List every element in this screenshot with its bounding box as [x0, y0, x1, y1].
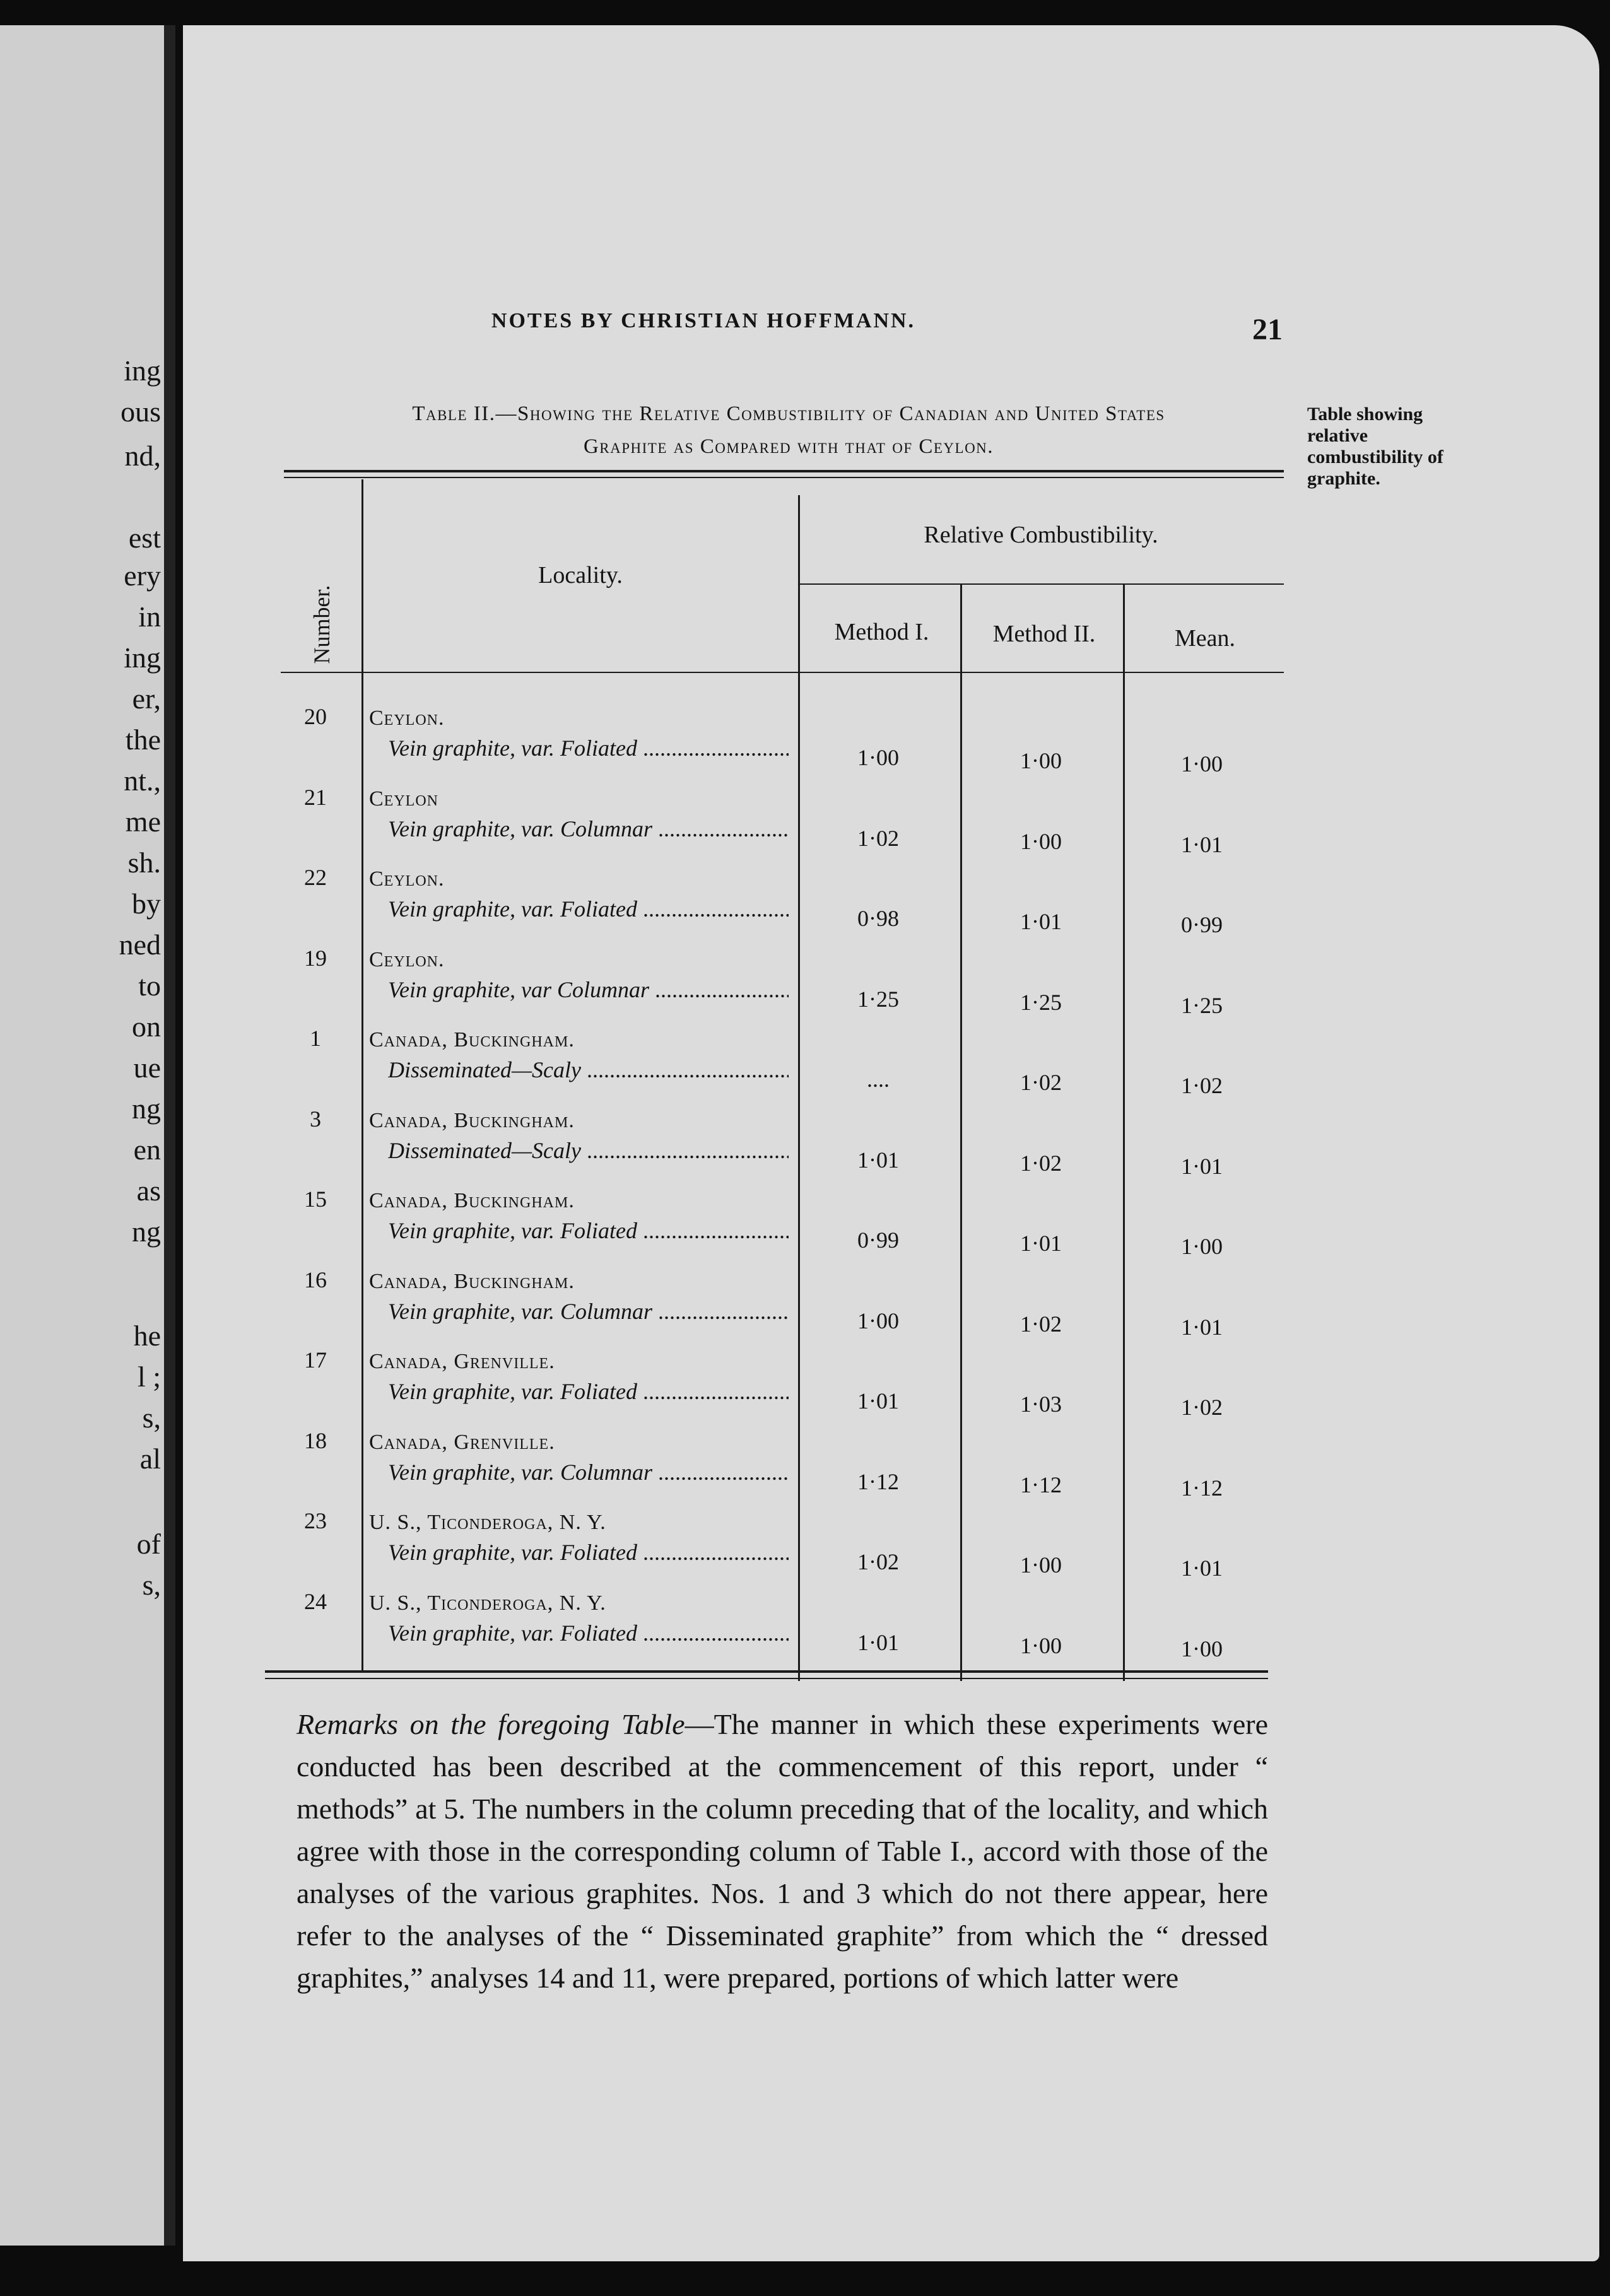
- remarks-paragraph: [297, 1703, 1268, 1999]
- header-mean: Mean.: [1174, 625, 1236, 652]
- row-locality: Ceylon: [369, 787, 438, 811]
- cell-method-2: 1·02: [1020, 1150, 1062, 1176]
- cell-method-1: 1·12: [857, 1468, 899, 1494]
- cell-method-1: 1·00: [857, 1308, 899, 1333]
- facing-page-line: er,: [132, 682, 161, 715]
- row-number: 3: [310, 1106, 321, 1132]
- page-number: 21: [1252, 313, 1283, 346]
- row-variety: Vein graphite, var. Columnar .....: [388, 816, 789, 842]
- row-locality: Canada, Buckingham.: [369, 1028, 575, 1051]
- row-locality: Ceylon.: [369, 947, 445, 971]
- cell-method-1: 1·01: [857, 1388, 899, 1414]
- cell-method-2: 1·02: [1020, 1311, 1062, 1337]
- margin-note: Table showing relative combustibility of graphite.: [1307, 404, 1443, 489]
- table-top-rule-thin: [284, 477, 1284, 478]
- row-variety: Vein graphite, var. Foliated .....: [388, 1378, 789, 1405]
- facing-page-line: ng: [132, 1215, 161, 1248]
- row-variety: Vein graphite, var. Columnar .....: [388, 1298, 789, 1325]
- row-number: 18: [304, 1427, 327, 1453]
- row-locality: Ceylon.: [369, 867, 445, 891]
- cell-mean: 0·99: [1181, 912, 1223, 937]
- row-locality: Canada, Buckingham.: [369, 1108, 575, 1132]
- column-divider-method1: [960, 583, 962, 1681]
- header-method-2: Method II.: [992, 621, 1096, 647]
- facing-page-line: al: [139, 1443, 161, 1475]
- row-number: 1: [310, 1026, 321, 1051]
- facing-page-line: nt.,: [124, 764, 161, 797]
- facing-page-line: the: [125, 723, 161, 756]
- row-variety: Vein graphite, var. Foliated .....: [388, 1539, 789, 1566]
- facing-page-line: ing: [124, 354, 161, 387]
- facing-page-line: sh.: [127, 846, 161, 879]
- row-locality: U. S., Ticonderoga, N. Y.: [369, 1591, 606, 1615]
- row-variety: Vein graphite, var. Foliated .....: [388, 1217, 789, 1244]
- facing-page-line: ue: [133, 1051, 161, 1084]
- header-relative-combustibility: Relative Combustibility.: [924, 522, 1158, 548]
- facing-page-line: l ;: [137, 1361, 161, 1393]
- cell-mean: 1·00: [1181, 751, 1223, 776]
- row-number: 21: [304, 784, 327, 810]
- row-variety: Vein graphite, var. Foliated .....: [388, 1620, 789, 1646]
- row-variety: Vein graphite, var. Columnar .....: [388, 1459, 789, 1485]
- cell-mean: 1·02: [1181, 1395, 1223, 1420]
- facing-page-line: ous: [120, 395, 161, 428]
- cell-method-1: 1·01: [857, 1147, 899, 1173]
- facing-page-line: he: [133, 1320, 161, 1352]
- row-number: 16: [304, 1267, 327, 1292]
- facing-page-line: to: [138, 969, 161, 1002]
- cell-method-2: 1·00: [1020, 748, 1062, 773]
- cell-method-2: 1·01: [1020, 909, 1062, 934]
- header-number: Number.: [309, 585, 334, 664]
- cell-mean: 1·12: [1181, 1475, 1223, 1501]
- facing-page-line: ned: [119, 928, 161, 961]
- facing-page-line: by: [132, 887, 161, 920]
- row-variety: Vein graphite, var Columnar .....: [388, 976, 789, 1003]
- facing-page-line: as: [136, 1174, 161, 1207]
- row-variety: Vein graphite, var. Foliated .....: [388, 896, 789, 922]
- column-divider-locality: [798, 495, 800, 1681]
- cell-method-2: 1·00: [1020, 1632, 1062, 1658]
- row-locality: Canada, Grenville.: [369, 1350, 555, 1373]
- row-variety: Disseminated—Scaly .....: [388, 1057, 789, 1083]
- row-variety: Disseminated—Scaly .....: [388, 1137, 789, 1164]
- cell-mean: 1·00: [1181, 1234, 1223, 1259]
- cell-mean: 1·01: [1181, 1153, 1223, 1179]
- cell-method-2: 1·25: [1020, 989, 1062, 1015]
- cell-mean: 1·25: [1181, 992, 1223, 1018]
- cell-method-1: 0·99: [857, 1227, 899, 1253]
- row-variety: Vein graphite, var. Foliated .....: [388, 735, 789, 761]
- row-number: 15: [304, 1186, 327, 1212]
- cell-method-1: 1·00: [857, 745, 899, 770]
- facing-page-line: s,: [142, 1402, 161, 1434]
- facing-page-line: s,: [142, 1569, 161, 1601]
- row-number: 24: [304, 1588, 327, 1614]
- cell-method-2: 1·00: [1020, 828, 1062, 854]
- cell-method-2: 1·12: [1020, 1472, 1062, 1497]
- facing-page-line: ing: [124, 641, 161, 674]
- remarks-text: —The manner in which these experiments were conducted has been described at the commencement of this report, under “ methods” at 5. The numbers in the column preceding that of the locality, and which agree with those in the corresponding column of Table I., accord with those of the analyses of the various graphites. Nos. 1 and 3 which do not there appear, here refer to the analyses of the “ Disseminated graphite” from which the “ dressed graphites,” analyses 14 and 11, were prepared, portions of which latter were: [297, 1708, 1268, 1994]
- facing-page-line: on: [132, 1010, 161, 1043]
- cell-mean: 1·02: [1181, 1073, 1223, 1098]
- cell-method-1: 1·02: [857, 1549, 899, 1574]
- header-bottom-rule: [281, 672, 1284, 673]
- column-divider-number: [361, 479, 363, 1672]
- row-locality: Canada, Grenville.: [369, 1430, 555, 1454]
- row-number: 20: [304, 704, 327, 729]
- cell-method-1: 1·01: [857, 1629, 899, 1655]
- facing-page-line: est: [128, 522, 161, 554]
- facing-page-line: ery: [124, 559, 161, 592]
- facing-page-line: nd,: [124, 440, 161, 472]
- row-number: 17: [304, 1347, 327, 1373]
- facing-page-line: en: [133, 1133, 161, 1166]
- cell-method-1: 0·98: [857, 906, 899, 931]
- row-locality: U. S., Ticonderoga, N. Y.: [369, 1511, 606, 1534]
- table-title-line-1: Table II.—Showing the Relative Combustibility of Canadian and United States: [412, 402, 1165, 425]
- facing-page-line: of: [136, 1528, 161, 1560]
- table-top-rule: [284, 470, 1284, 472]
- facing-page-line: in: [138, 600, 161, 633]
- remarks-lead: Remarks on the foregoing Table: [297, 1708, 685, 1740]
- cell-method-2: 1·00: [1020, 1552, 1062, 1578]
- cell-method-1: 1·25: [857, 986, 899, 1012]
- table-bottom-rule-thin: [265, 1678, 1268, 1679]
- running-head: NOTES BY CHRISTIAN HOFFMANN.: [491, 309, 916, 332]
- cell-mean: 1·01: [1181, 831, 1223, 857]
- cell-method-2: 1·03: [1020, 1391, 1062, 1417]
- facing-page-line: ng: [132, 1092, 161, 1125]
- table-title-line-2: Graphite as Compared with that of Ceylon.: [583, 435, 994, 458]
- cell-mean: 1·01: [1181, 1555, 1223, 1581]
- row-locality: Canada, Buckingham.: [369, 1189, 575, 1212]
- cell-mean: 1·00: [1181, 1636, 1223, 1661]
- facing-page-line: me: [125, 805, 161, 838]
- cell-mean: 1·01: [1181, 1314, 1223, 1340]
- group-header-rule: [800, 583, 1284, 585]
- header-method-1: Method I.: [834, 619, 929, 645]
- row-locality: Canada, Buckingham.: [369, 1269, 575, 1293]
- cell-method-1: 1·02: [857, 825, 899, 851]
- cell-method-2: 1·02: [1020, 1070, 1062, 1095]
- row-number: 22: [304, 865, 327, 890]
- cell-method-2: 1·01: [1020, 1231, 1062, 1256]
- table-title: [278, 397, 1300, 463]
- cell-method-1: ....: [867, 1067, 890, 1092]
- header-locality: Locality.: [538, 562, 623, 589]
- column-divider-method2: [1123, 583, 1125, 1681]
- row-locality: Ceylon.: [369, 706, 445, 730]
- row-number: 23: [304, 1508, 327, 1533]
- row-number: 19: [304, 945, 327, 971]
- table-bottom-rule: [265, 1670, 1268, 1673]
